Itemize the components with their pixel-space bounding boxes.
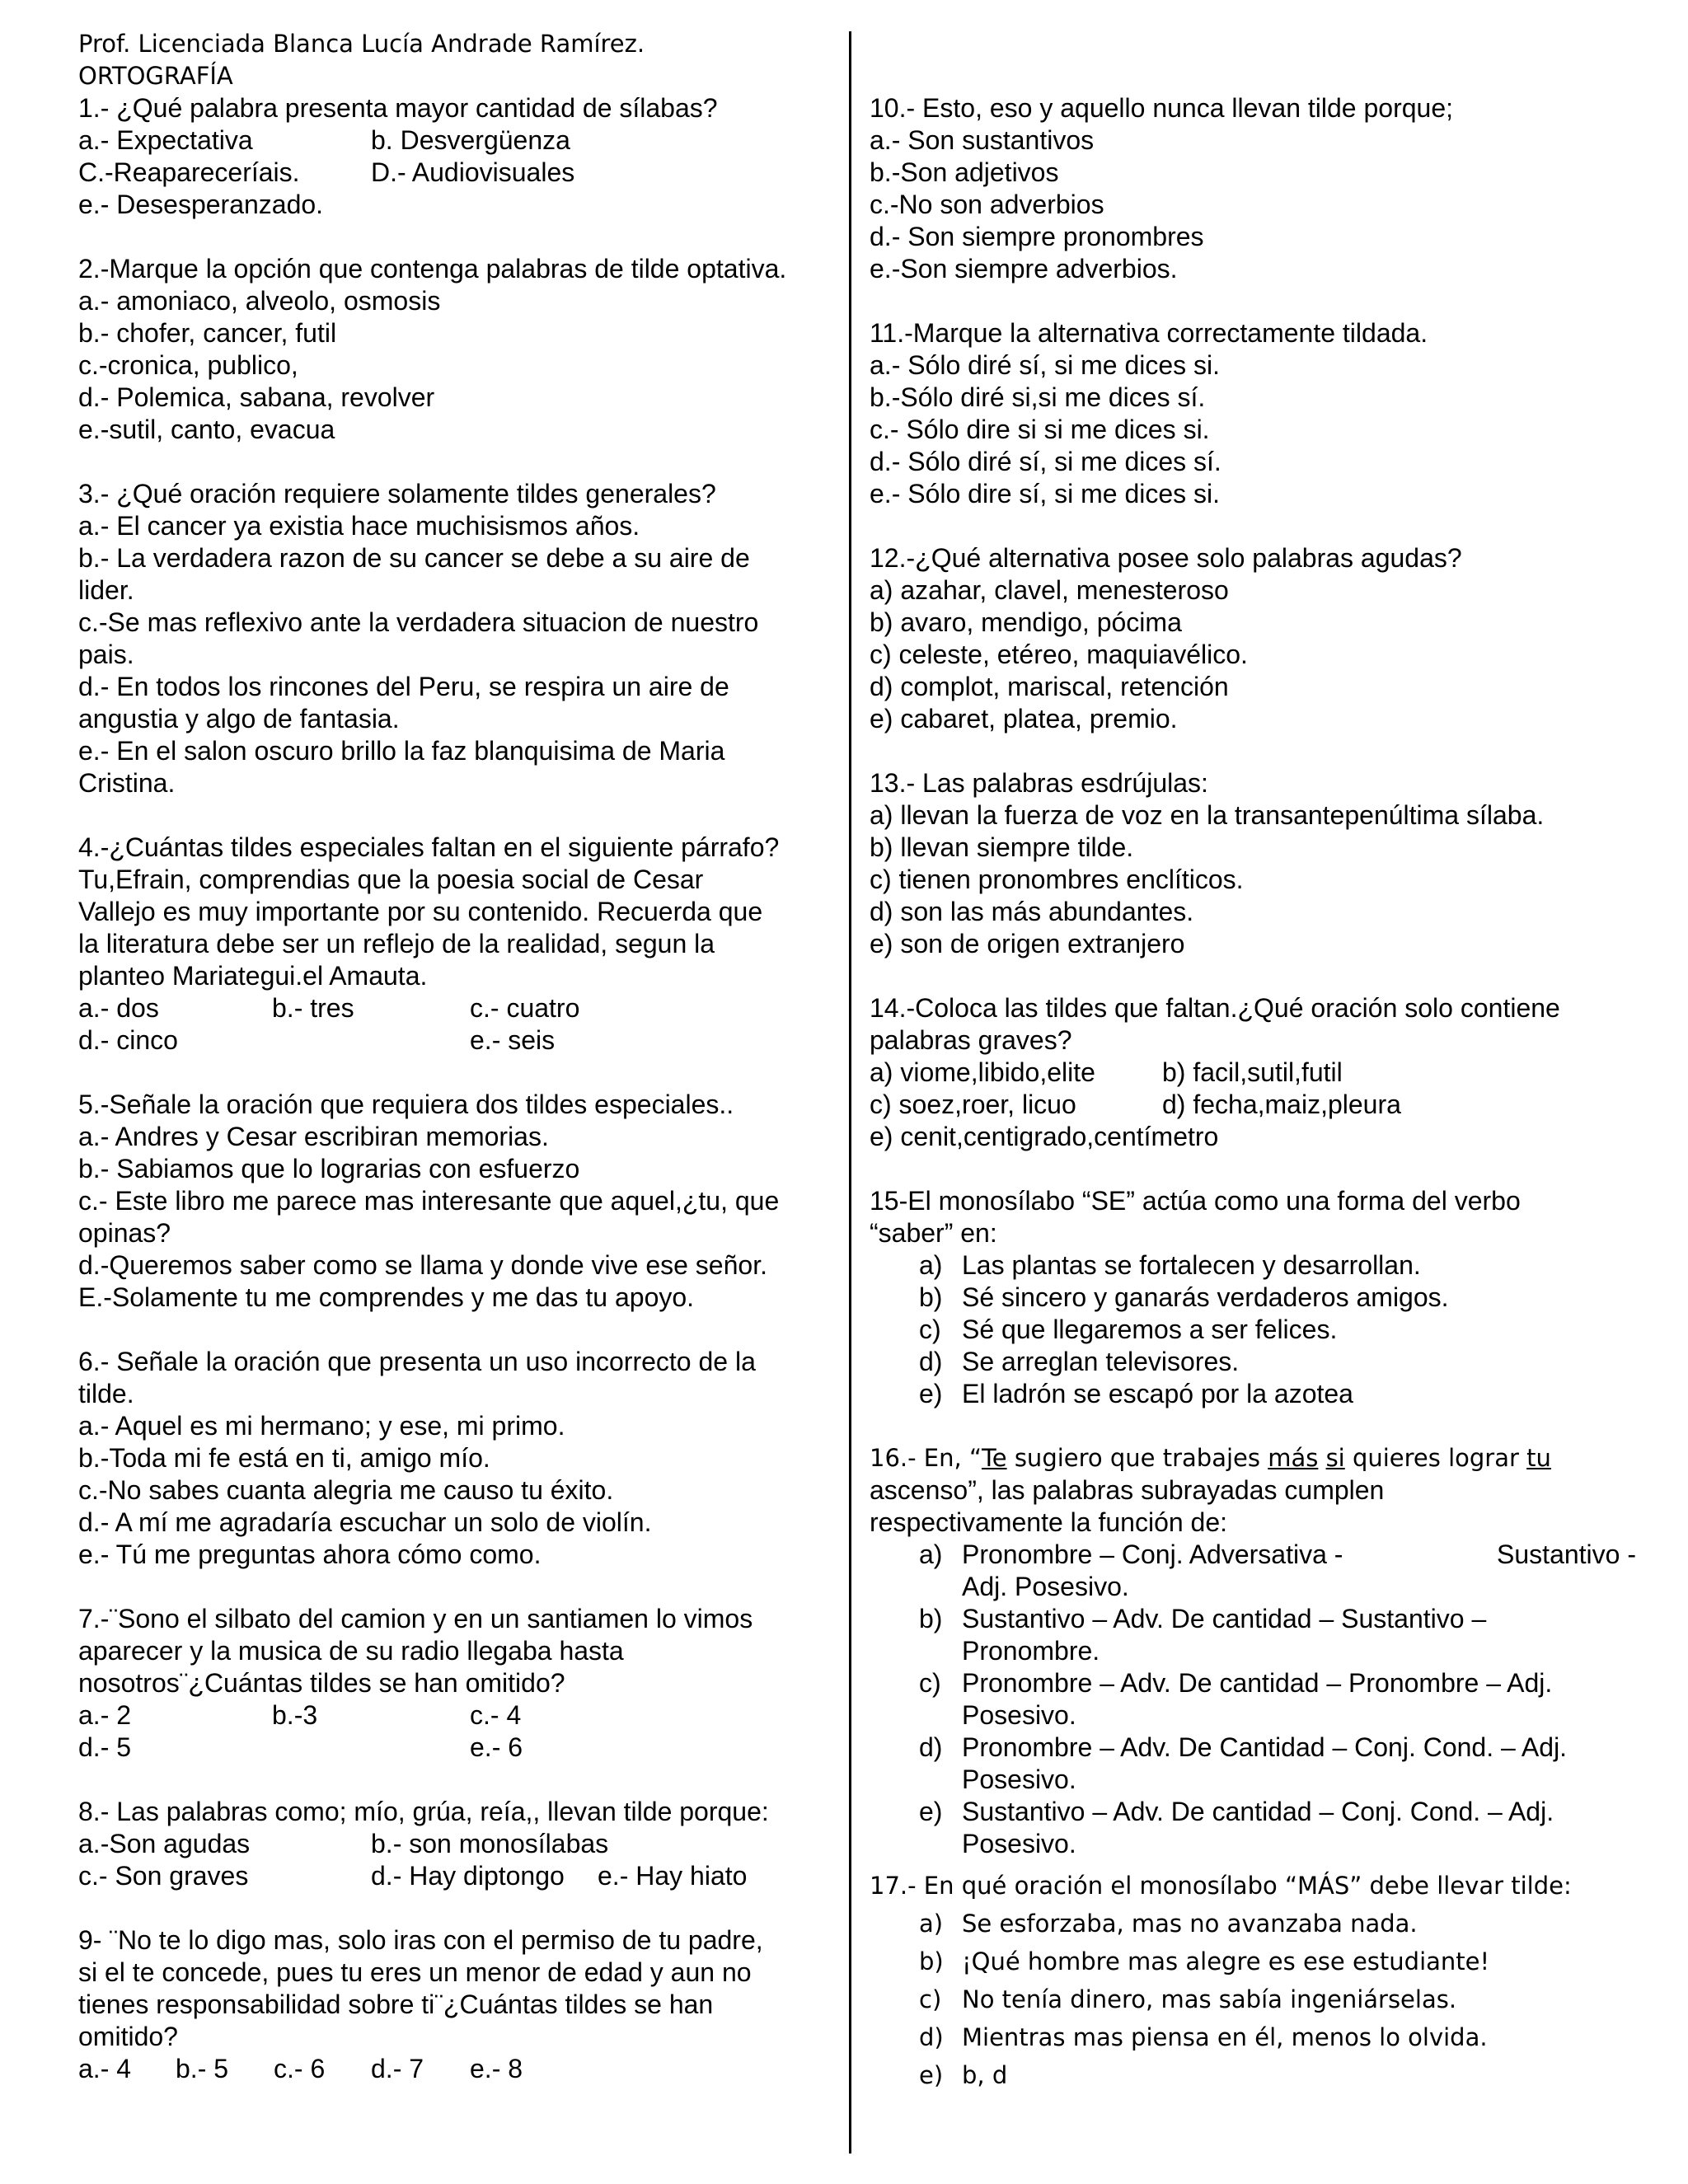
question-3: 3.- ¿Qué oración requiere solamente tildes generales? a.- El cancer ya existia hace muchisismos años. b.- La verdadera razon de su cancer se debe a su aire de lider. c.-Se mas reflexivo ante la verdadera situacion de nuestro pais. d.- En todos los rincones del Peru, se respira un aire de angustia y algo de fantasia. e.- En el salon oscuro brillo la faz blanquisima de Maria Cristina. xyxy=(78,479,759,798)
question-12: 12.-¿Qué alternativa posee solo palabras agudas? a) azahar, clavel, menesteroso b) avaro, mendigo, pócima c) celeste, etéreo, maquiavélico. d) complot, mariscal, retención e) cabaret, platea, premio. xyxy=(870,543,1462,733)
question-6: 6.- Señale la oración que presenta un uso incorrecto de la tilde. a.- Aquel es mi hermano; y ese, mi primo. b.-Toda mi fe está en ti, amigo mío. c.-No sabes cuanta alegria me causo tu éxito. d.- A mí me agradaría escuchar un solo de violín. e.- Tú me preguntas ahora cómo como. xyxy=(78,1347,756,1569)
teacher-name: Prof. Licenciada Blanca Lucía Andrade Ramírez. xyxy=(78,30,645,58)
question-16: 16.- En, “Te sugiero que trabajes más si quieres lograr tu ascenso”, las palabras subrayadas cumplen respectivamente la función de: a) Pronombre – Conj. Adversativa - Sustantivo - Adj. Posesivo. b) Sustantivo – Adv. De cantidad – Sustantivo – Pronombre. c) Pronombre – Adv. De cantidad – Pronombre – Adj. Posesivo. d) Pronombre – Adv. De Cantidad – Conj. Cond. – Adj. Posesivo. e) Sustantivo – Adv. De cantidad – Conj. Cond. – Adj. Posesivo. xyxy=(870,1444,1636,1858)
question-14: 14.-Coloca las tildes que faltan.¿Qué oración solo contiene palabras graves? a) viome,libido,elite b) facil,sutil,futil c) soez,roer, licuo d) fecha,maiz,pleura e) cenit,centigrado,centímetro xyxy=(870,993,1560,1151)
question-8: 8.- Las palabras como; mío, grúa, reía,, llevan tilde porque: a.-Son agudas b.- son monosílabas c.- Son graves d.- Hay diptongo e.- Hay hiato xyxy=(78,1797,769,1891)
option: a) Las plantas se fortalecen y desarrollan. xyxy=(919,1250,1421,1280)
left-column xyxy=(78,28,837,2085)
option: c) Pronombre – Adv. De cantidad – Pronombre – Adj. xyxy=(919,1668,1553,1698)
option: e) b, d xyxy=(919,2061,1008,2089)
question-1: 1.- ¿Qué palabra presenta mayor cantidad de sílabas? a.- Expectativa b. Desvergüenza C.-Reapareceríais. D.- Audiovisuales e.- Desesperanzado. xyxy=(78,93,718,219)
question-16-line-1: 16.- En, “Te sugiero que trabajes más si quieres lograr tu xyxy=(870,1444,1551,1472)
question-4: 4.-¿Cuántas tildes especiales faltan en el siguiente párrafo? Tu,Efrain, comprendias que la poesia social de Cesar Vallejo es muy importante por su contenido. Recuerda que la literatura debe ser un reflejo de la realidad, segun la planteo Mariategui.el Amauta. a.- dos b.- tres c.- cuatro d.- cinco e.- seis xyxy=(78,832,780,1055)
option: d) Pronombre – Adv. De Cantidad – Conj. Cond. – Adj. xyxy=(919,1732,1568,1762)
question-17: 17.- En qué oración el monosílabo “MÁS” debe llevar tilde: a) Se esforzaba, mas no avanzaba nada. b) ¡Qué hombre mas alegre es ese estudiante! c) No tenía dinero, mas sabía ingeniárselas. d) Mientras mas piensa en él, menos lo olvida. e) b, d xyxy=(870,1867,1636,2094)
option: d) Mientras mas piensa en él, menos lo olvida. xyxy=(919,2023,1488,2051)
option: d) Se arreglan televisores. xyxy=(919,1347,1240,1376)
option: e) El ladrón se escapó por la azotea xyxy=(919,1379,1353,1408)
option: c) Sé que llegaremos a ser felices. xyxy=(919,1315,1338,1344)
column-divider xyxy=(849,31,851,2154)
question-11: 11.-Marque la alternativa correctamente tildada. a.- Sólo diré sí, si me dices si. b.-Sólo diré si,si me dices sí. c.- Sólo dire si si me dices si. d.- Sólo diré sí, si me dices sí. e.- Sólo dire sí, si me dices si. xyxy=(870,318,1428,509)
option: b) ¡Qué hombre mas alegre es ese estudiante! xyxy=(919,1947,1490,1975)
question-7: 7.-¨Sono el silbato del camion y en un santiamen lo vimos aparecer y la musica de su radio llegaba hasta nosotros¨¿Cuántas tildes se han omitido? a.- 2 b.-3 c.- 4 d.- 5 e.- 6 xyxy=(78,1604,753,1762)
option: a) Pronombre – Conj. Adversativa - Sustantivo - xyxy=(919,1540,1636,1569)
option: e) Sustantivo – Adv. De cantidad – Conj. Cond. – Adj. xyxy=(919,1797,1554,1826)
question-9: 9- ¨No te lo digo mas, solo iras con el permiso de tu padre, si el te concede, pues tu eres un menor de edad y aun no tienes responsabilidad sobre ti¨¿Cuántas tildes se han omitido? a.- 4 b.- 5 c.- 6 d.- 7 e.- 8 xyxy=(78,1925,763,2083)
question-10: 10.- Esto, eso y aquello nunca llevan tilde porque; a.- Son sustantivos b.-Son adjetivos c.-No son adverbios d.- Son siempre pronombres e.-Son siempre adverbios. xyxy=(870,93,1454,284)
question-13: 13.- Las palabras esdrújulas: a) llevan la fuerza de voz en la transantepenúltima sílaba. b) llevan siempre tilde. c) tienen pronombres enclíticos. d) son las más abundantes. e) son de origen extranjero xyxy=(870,768,1545,958)
question-2: 2.-Marque la opción que contenga palabras de tilde optativa. a.- amoniaco, alveolo, osmosis b.- chofer, cancer, futil c.-cronica, publico, d.- Polemica, sabana, revolver e.-sutil, canto, evacua xyxy=(78,254,787,444)
option: c) No tenía dinero, mas sabía ingeniárselas. xyxy=(919,1985,1457,2013)
subject-title: ORTOGRAFÍA xyxy=(78,62,233,90)
right-column xyxy=(870,28,1636,2094)
option: b) Sé sincero y ganarás verdaderos amigos. xyxy=(919,1282,1449,1312)
question-15: 15-El monosílabo “SE” actúa como una forma del verbo “saber” en: a) Las plantas se fortalecen y desarrollan. b) Sé sincero y ganarás verdaderos amigos. c) Sé que llegaremos a ser felices. d) Se arreglan televisores. e) El ladrón se escapó por la azotea xyxy=(870,1185,1636,1410)
question-5: 5.-Señale la oración que requiera dos tildes especiales.. a.- Andres y Cesar escribiran memorias. b.- Sabiamos que lo lograrias con esfuerzo c.- Este libro me parece mas interesante que aquel,¿tu, que opinas? d.-Queremos saber como se llama y donde vive ese señor. E.-Solamente tu me comprendes y me das tu apoyo. xyxy=(78,1090,780,1312)
option: a) Se esforzaba, mas no avanzaba nada. xyxy=(919,1910,1418,1938)
option: b) Sustantivo – Adv. De cantidad – Sustantivo – xyxy=(919,1604,1487,1633)
